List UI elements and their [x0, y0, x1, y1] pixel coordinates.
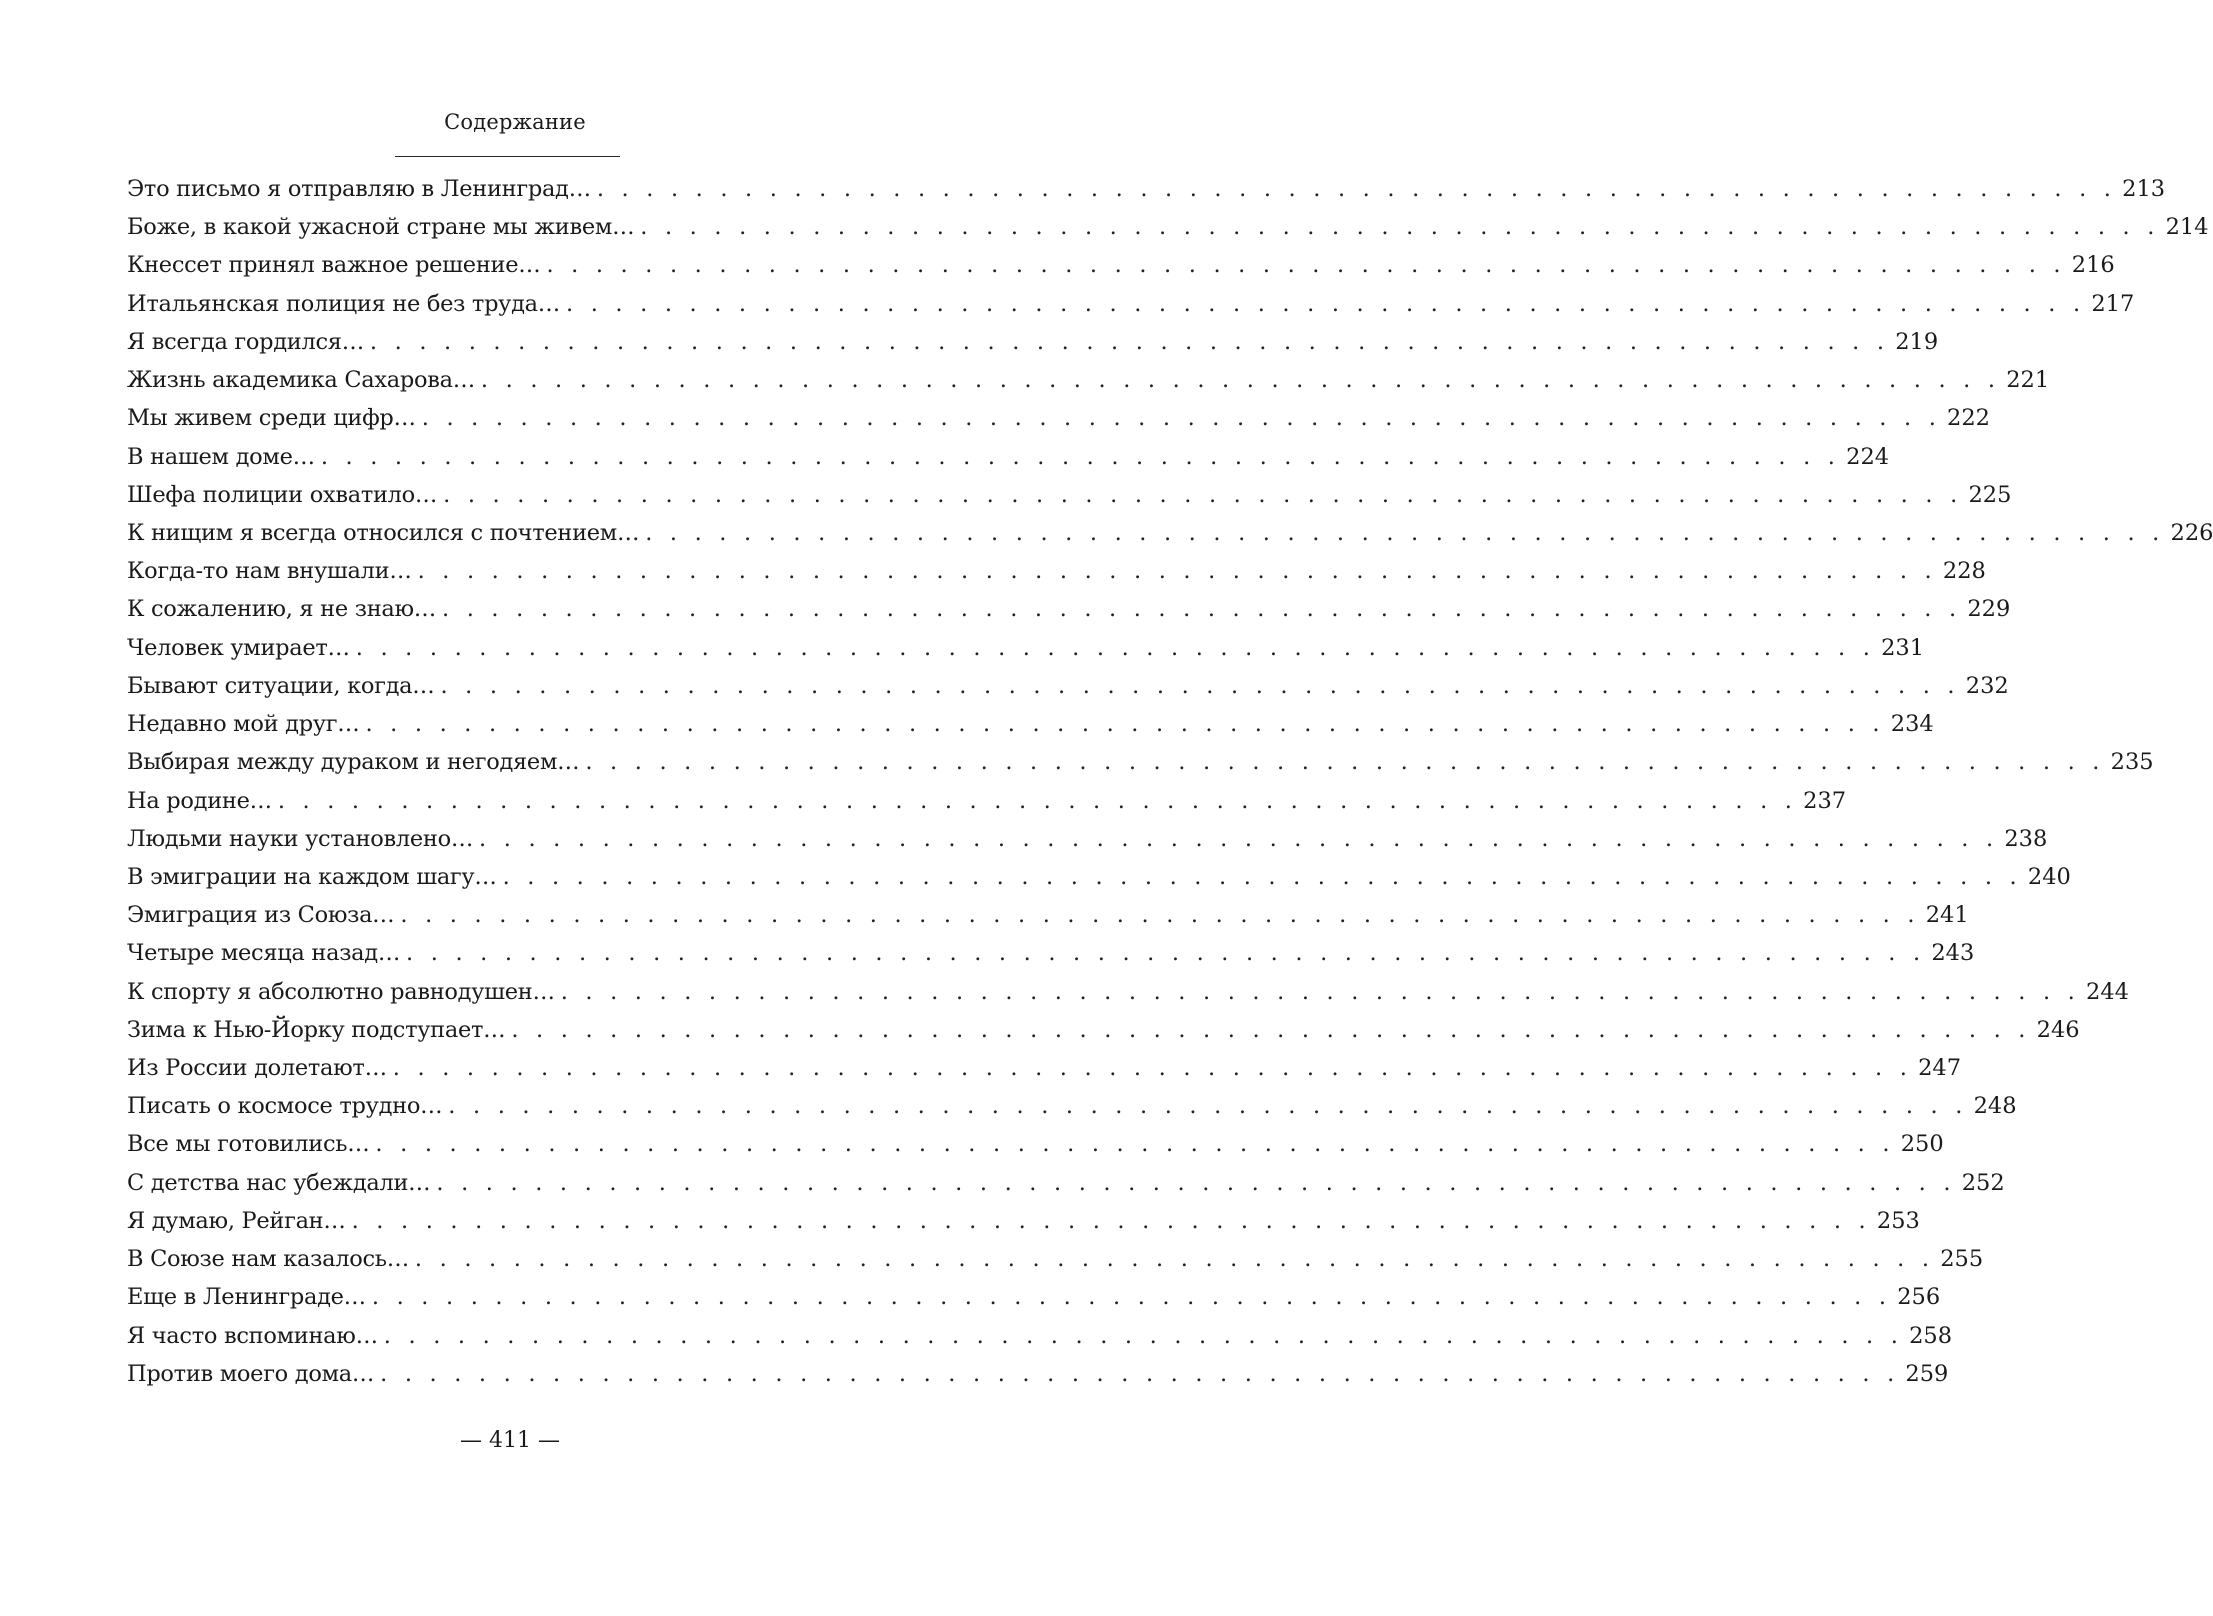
toc-entry[interactable] [127, 1125, 1944, 1163]
toc-entry[interactable] [127, 323, 1939, 361]
toc-entry-page: 244 [2086, 978, 2129, 1005]
toc-entry-page: 228 [1942, 558, 1986, 585]
toc-entry-page: 248 [1973, 1093, 2017, 1120]
toc-entry-title: Человек умирает… [127, 634, 350, 661]
dot-leader: . . . . . . . . . . . . . . . . . . . . . . . . . . . . . . . . . . . . . . . . . . . . . . . . . . . . . . . . . . . . . . [414, 1246, 1935, 1273]
toc-entry[interactable] [127, 399, 1990, 437]
toc-entry[interactable] [127, 208, 2209, 246]
dot-leader: . . . . . . . . . . . . . . . . . . . . . . . . . . . . . . . . . . . . . . . . . . . . . . . . . . . . . . . . . . . . . . [351, 1207, 1871, 1234]
toc-entry-title: Мы живем среди цифр… [127, 405, 416, 432]
toc-entry-page: 235 [2110, 749, 2154, 776]
dot-leader: . . . . . . . . . . . . . . . . . . . . . . . . . . . . . . . . . . . . . . . . . . . . . . . . . . . . . . . . . . . . . . [369, 328, 1890, 355]
toc-entry-page: 237 [1803, 787, 1847, 814]
dot-leader: . . . . . . . . . . . . . . . . . . . . . . . . . . . . . . . . . . . . . . . . . . . . . . . . . . . . . . . . . . . . . . [596, 176, 2117, 202]
dot-leader: . . . . . . . . . . . . . . . . . . . . . . . . . . . . . . . . . . . . . . . . . . . . . . . . . . . . . . . . . . . . . . [400, 902, 1920, 929]
dot-leader: . . . . . . . . . . . . . . . . . . . . . . . . . . . . . . . . . . . . . . . . . . . . . . . . . . . . . . . . . . . . . . [560, 978, 2080, 1005]
toc-entry-page: 214 [2165, 214, 2209, 241]
toc-entry-title: На родине… [127, 787, 272, 814]
toc-entry[interactable] [127, 1317, 1953, 1355]
toc-entry-title: Четыре месяца назад… [127, 940, 401, 967]
dot-leader: . . . . . . . . . . . . . . . . . . . . . . . . . . . . . . . . . . . . . . . . . . . . . . . . . . . . . . . . . . . . . . [566, 290, 2086, 317]
toc-entry[interactable] [127, 896, 1969, 934]
toc-entry-title: В нашем доме… [127, 443, 315, 470]
toc-entry[interactable] [127, 934, 1975, 972]
toc-entry-page: 252 [1961, 1169, 2005, 1196]
toc-entry-page: 250 [1900, 1131, 1944, 1158]
toc-entry-title: Бывают ситуации, когда… [127, 672, 435, 699]
dot-leader: . . . . . . . . . . . . . . . . . . . . . . . . . . . . . . . . . . . . . . . . . . . . . . . . . . . . . . . . . . . . . . [448, 1093, 1968, 1120]
toc-entry-title: К сожалению, я не знаю… [127, 596, 437, 623]
toc-entry-title: Я часто вспоминаю… [127, 1322, 378, 1349]
toc-entry-title: Шефа полиции охватило… [127, 481, 438, 508]
toc-entry[interactable] [127, 820, 2048, 858]
toc-entry[interactable] [127, 782, 1847, 820]
dot-leader: . . . . . . . . . . . . . . . . . . . . . . . . . . . . . . . . . . . . . . . . . . . . . . . . . . . . . . . . . . . . . . [480, 367, 2001, 394]
toc-entry-page: 226 [2170, 519, 2213, 546]
toc-entry[interactable] [127, 1164, 2005, 1202]
toc-entry[interactable] [127, 1049, 1962, 1087]
toc-entry-page: 259 [1905, 1360, 1949, 1387]
toc-entry-title: Когда-то нам внушали… [127, 558, 412, 585]
toc-entry-page: 255 [1940, 1246, 1984, 1273]
dot-leader: . . . . . . . . . . . . . . . . . . . . . . . . . . . . . . . . . . . . . . . . . . . . . . . . . . . . . . . . . . . . . . [277, 787, 1798, 814]
toc-entry-title: Жизнь академика Сахарова… [127, 367, 475, 394]
toc-entry-title: С детства нас убеждали… [127, 1169, 431, 1196]
toc-entry-title: К нищим я всегда относился с почтением… [127, 519, 640, 546]
dot-leader: . . . . . . . . . . . . . . . . . . . . . . . . . . . . . . . . . . . . . . . . . . . . . . . . . . . . . . . . . . . . . . [371, 1284, 1892, 1311]
toc-entry[interactable] [127, 285, 2135, 323]
toc-entry-page: 222 [1947, 405, 1990, 432]
toc-entry-title: Боже, в какой ужасной стране мы живем… [127, 214, 635, 241]
dot-leader: . . . . . . . . . . . . . . . . . . . . . . . . . . . . . . . . . . . . . . . . . . . . . . . . . . . . . . . . . . . . . . [645, 519, 2165, 546]
dot-leader: . . . . . . . . . . . . . . . . . . . . . . . . . . . . . . . . . . . . . . . . . . . . . . . . . . . . . . . . . . . . . . [365, 711, 1885, 738]
dot-leader: . . . . . . . . . . . . . . . . . . . . . . . . . . . . . . . . . . . . . . . . . . . . . . . . . . . . . . . . . . . . . . [320, 443, 1841, 470]
toc-entry-title: Еще в Ленинграде… [127, 1284, 366, 1311]
dot-leader: . . . . . . . . . . . . . . . . . . . . . . . . . . . . . . . . . . . . . . . . . . . . . . . . . . . . . . . . . . . . . . [383, 1322, 1904, 1349]
toc-entry-title: Кнессет принял важное решение… [127, 252, 541, 279]
dot-leader: . . . . . . . . . . . . . . . . . . . . . . . . . . . . . . . . . . . . . . . . . . . . . . . . . . . . . . . . . . . . . . [375, 1131, 1895, 1158]
toc-entry[interactable] [127, 1240, 1984, 1278]
dot-leader: . . . . . . . . . . . . . . . . . . . . . . . . . . . . . . . . . . . . . . . . . . . . . . . . . . . . . . . . . . . . . . [640, 214, 2160, 241]
toc-entry-page: 258 [1909, 1322, 1953, 1349]
toc-entry-page: 217 [2091, 290, 2135, 317]
toc-entry[interactable] [127, 667, 2009, 705]
dot-leader: . . . . . . . . . . . . . . . . . . . . . . . . . . . . . . . . . . . . . . . . . . . . . . . . . . . . . . . . . . . . . . [355, 634, 1876, 661]
toc-entry-page: 232 [1965, 672, 2009, 699]
dot-leader: . . . . . . . . . . . . . . . . . . . . . . . . . . . . . . . . . . . . . . . . . . . . . . . . . . . . . . . . . . . . . . [392, 1055, 1913, 1082]
toc-entry[interactable] [127, 514, 2213, 552]
header-rule [395, 156, 620, 157]
toc-entry-page: 216 [2071, 252, 2115, 279]
toc-entry-page: 225 [1968, 481, 2012, 508]
toc-entry-title: Я думаю, Рейган… [127, 1207, 346, 1234]
dot-leader: . . . . . . . . . . . . . . . . . . . . . . . . . . . . . . . . . . . . . . . . . . . . . . . . . . . . . . . . . . . . . . [442, 596, 1962, 623]
toc-entry-title: Зима к Нью-Йорку подступает… [127, 1016, 506, 1043]
toc-entry-title: В эмиграции на каждом шагу… [127, 863, 497, 890]
toc-entry[interactable] [127, 1087, 2017, 1125]
toc-entry-page: 238 [2004, 825, 2048, 852]
toc-entry[interactable] [127, 858, 2071, 896]
toc-entry-page: 213 [2122, 176, 2166, 202]
dot-leader: . . . . . . . . . . . . . . . . . . . . . . . . . . . . . . . . . . . . . . . . . . . . . . . . . . . . . . . . . . . . . . [511, 1016, 2031, 1043]
toc-entry-page: 253 [1876, 1207, 1920, 1234]
toc-entry-page: 256 [1897, 1284, 1941, 1311]
toc-entry[interactable] [127, 361, 2050, 399]
toc-entry-title: К спорту я абсолютно равнодушен… [127, 978, 555, 1005]
toc-entry-page: 246 [2036, 1016, 2080, 1043]
toc-entry-page: 240 [2027, 863, 2071, 890]
toc-entry-title: Против моего дома… [127, 1360, 375, 1387]
toc-entry[interactable] [127, 246, 2115, 284]
toc-entry[interactable] [127, 973, 2129, 1011]
dot-leader: . . . . . . . . . . . . . . . . . . . . . . . . . . . . . . . . . . . . . . . . . . . . . . . . . . . . . . . . . . . . . . [417, 558, 1937, 585]
toc-entry-page: 221 [2006, 367, 2050, 394]
table-of-contents [127, 170, 2213, 1393]
toc-entry-title: В Союзе нам казалось… [127, 1246, 409, 1273]
toc-entry-page: 219 [1895, 328, 1939, 355]
toc-entry-page: 224 [1846, 443, 1890, 470]
dot-leader: . . . . . . . . . . . . . . . . . . . . . . . . . . . . . . . . . . . . . . . . . . . . . . . . . . . . . . . . . . . . . . [443, 481, 1963, 508]
toc-entry[interactable] [127, 590, 2011, 628]
toc-entry-title: Это письмо я отправляю в Ленинград… [127, 176, 591, 202]
toc-entry-page: 241 [1925, 902, 1969, 929]
toc-entry-title: Я всегда гордился… [127, 328, 364, 355]
toc-entry-title: Эмиграция из Союза… [127, 902, 395, 929]
dot-leader: . . . . . . . . . . . . . . . . . . . . . . . . . . . . . . . . . . . . . . . . . . . . . . . . . . . . . . . . . . . . . . [436, 1169, 1956, 1196]
toc-entry-page: 243 [1931, 940, 1975, 967]
toc-entry-title: Все мы готовились… [127, 1131, 370, 1158]
dot-leader: . . . . . . . . . . . . . . . . . . . . . . . . . . . . . . . . . . . . . . . . . . . . . . . . . . . . . . . . . . . . . . [585, 749, 2105, 776]
toc-entry[interactable] [127, 1202, 1920, 1240]
toc-entry-title: Из России долетают… [127, 1055, 387, 1082]
toc-entry-title: Итальянская полиция не без труда… [127, 290, 560, 317]
toc-entry[interactable] [127, 1011, 2080, 1049]
running-title: Содержание [444, 110, 586, 134]
dot-leader: . . . . . . . . . . . . . . . . . . . . . . . . . . . . . . . . . . . . . . . . . . . . . . . . . . . . . . . . . . . . . . [546, 252, 2066, 279]
dot-leader: . . . . . . . . . . . . . . . . . . . . . . . . . . . . . . . . . . . . . . . . . . . . . . . . . . . . . . . . . . . . . . [406, 940, 1926, 967]
dot-leader: . . . . . . . . . . . . . . . . . . . . . . . . . . . . . . . . . . . . . . . . . . . . . . . . . . . . . . . . . . . . . . [421, 405, 1942, 432]
toc-entry[interactable] [127, 1278, 1941, 1316]
dot-leader: . . . . . . . . . . . . . . . . . . . . . . . . . . . . . . . . . . . . . . . . . . . . . . . . . . . . . . . . . . . . . . [502, 863, 2022, 890]
toc-entry[interactable] [127, 170, 2166, 208]
toc-entry-title: Выбирая между дураком и негодяем… [127, 749, 580, 776]
toc-entry[interactable] [127, 1355, 1949, 1393]
toc-entry-title: Писать о космосе трудно… [127, 1093, 443, 1120]
toc-entry[interactable] [127, 552, 1986, 590]
toc-entry-page: 231 [1881, 634, 1925, 661]
toc-entry-page: 229 [1967, 596, 2011, 623]
dot-leader: . . . . . . . . . . . . . . . . . . . . . . . . . . . . . . . . . . . . . . . . . . . . . . . . . . . . . . . . . . . . . . [380, 1360, 1900, 1387]
toc-entry-title: Людьми науки установлено… [127, 825, 474, 852]
toc-entry-page: 234 [1890, 711, 1934, 738]
toc-entry-title: Недавно мой друг… [127, 711, 360, 738]
page-number: — 411 — [460, 1428, 560, 1453]
dot-leader: . . . . . . . . . . . . . . . . . . . . . . . . . . . . . . . . . . . . . . . . . . . . . . . . . . . . . . . . . . . . . . [440, 672, 1960, 699]
dot-leader: . . . . . . . . . . . . . . . . . . . . . . . . . . . . . . . . . . . . . . . . . . . . . . . . . . . . . . . . . . . . . . [479, 825, 1999, 852]
toc-entry-page: 247 [1918, 1055, 1962, 1082]
toc-entry[interactable] [127, 476, 2012, 514]
toc-entry[interactable] [127, 705, 1934, 743]
toc-entry[interactable] [127, 438, 1890, 476]
toc-entry[interactable] [127, 629, 1925, 667]
toc-entry[interactable] [127, 743, 2154, 781]
